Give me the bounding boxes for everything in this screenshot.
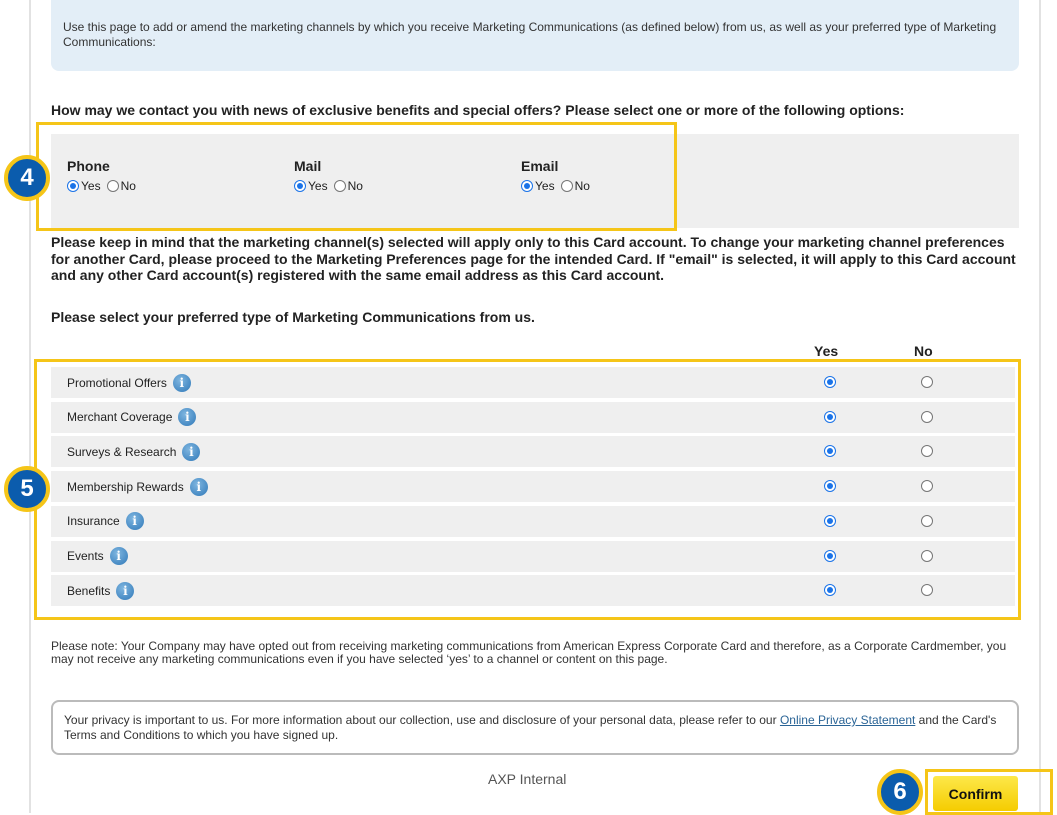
- info-icon[interactable]: i: [116, 582, 134, 600]
- column-no-header: No: [914, 343, 933, 359]
- yes-label: Yes: [535, 179, 555, 193]
- info-icon[interactable]: i: [126, 512, 144, 530]
- channel-label: Mail: [294, 158, 322, 174]
- yes-label: Yes: [81, 179, 101, 193]
- axp-internal-label: AXP Internal: [488, 771, 567, 787]
- marketing-type-label: Merchant Coverage: [67, 410, 173, 425]
- info-icon[interactable]: i: [190, 478, 208, 496]
- privacy-box: [51, 700, 1019, 755]
- info-icon[interactable]: i: [182, 443, 200, 461]
- contact-question: How may we contact you with news of exclusive benefits and special offers? Please select one or more of the following options:: [51, 102, 905, 118]
- marketing-type-label: Benefits: [67, 583, 111, 598]
- type-question: Please select your preferred type of Marketing Communications from us.: [51, 309, 535, 325]
- page-border-left: [29, 0, 31, 813]
- page-border-right: [1039, 0, 1041, 813]
- privacy-text-end: and the Card's Terms and Conditions to which you have signed up.: [64, 713, 997, 742]
- step-badge-4: 4: [4, 155, 50, 201]
- info-icon[interactable]: i: [110, 547, 128, 565]
- highlight-box-6: [925, 769, 1053, 815]
- yes-label: Yes: [308, 179, 328, 193]
- company-opt-out-note: Please note: Your Company may have opted out from receiving marketing communications from American Express Corporate Card and therefore, as a Corporate Cardmember, you may not receive any marketing communications even if you have selected ‘yes’ to a channel or content on this page.: [51, 639, 1007, 666]
- intro-banner: Use this page to add or amend the marketing channels by which you receive Marketing Communications (as defined below) from us, as well as your preferred type of Marketing Communications:: [51, 0, 1019, 71]
- no-label: No: [120, 179, 136, 193]
- channel-label: Email: [521, 158, 559, 174]
- no-label: No: [347, 179, 363, 193]
- channel-label: Phone: [67, 158, 110, 174]
- marketing-type-label: Events: [67, 549, 104, 563]
- highlight-box-5: [34, 359, 1021, 620]
- marketing-type-label: Membership Rewards: [67, 479, 184, 494]
- highlight-box-4: [36, 122, 677, 231]
- step-badge-5: 5: [4, 466, 50, 512]
- marketing-type-label: Promotional Offers: [67, 375, 167, 390]
- marketing-type-label: Insurance: [67, 514, 120, 529]
- info-icon[interactable]: i: [173, 374, 191, 392]
- step-badge-6: 6: [877, 769, 923, 815]
- privacy-text: Your privacy is important to us. For more information about our collection, use and disclosure of your personal data, please refer to our: [64, 713, 780, 727]
- no-label: No: [574, 179, 590, 193]
- channel-note: Please keep in mind that the marketing channel(s) selected will apply only to this Card account. To change your marketing channel preferences for another Card, please proceed to the Marketing Preferences page for the intended Card. If "email" is selected, it will apply to this Card account and any other Card account(s) registered with the same email address as this Card account.: [51, 234, 1016, 283]
- online-privacy-statement-link[interactable]: Online Privacy Statement: [779, 713, 916, 727]
- column-yes-header: Yes: [814, 343, 839, 359]
- info-icon[interactable]: i: [178, 408, 196, 426]
- marketing-type-label: Surveys & Research: [67, 444, 177, 459]
- confirm-button[interactable]: Confirm: [933, 776, 1018, 811]
